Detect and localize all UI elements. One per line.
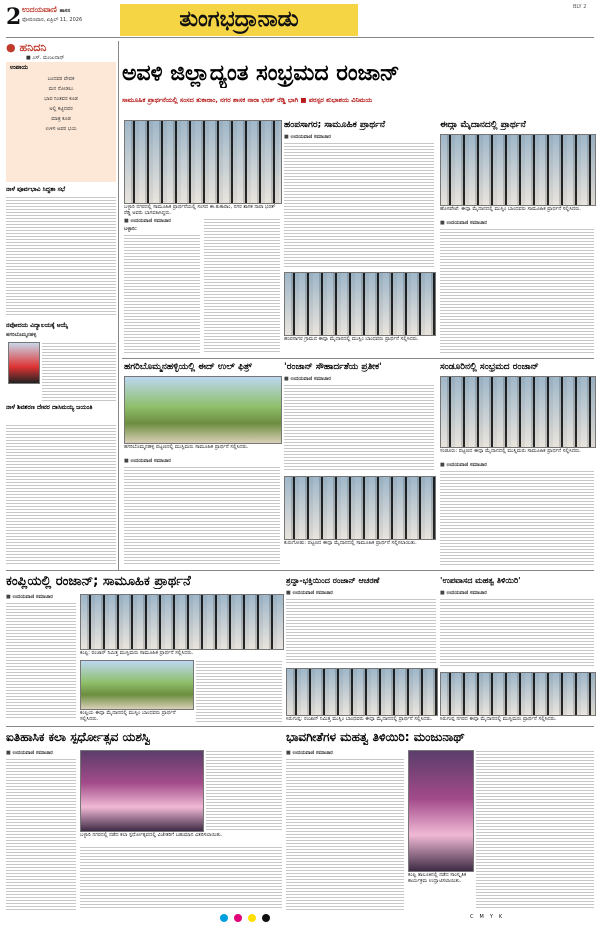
- kala-body: [6, 758, 76, 910]
- magenta-mark: [234, 914, 242, 922]
- poem-line: ಮನ ನೋಡಲು: [48, 86, 74, 92]
- upavasa-caption: ಸಿರುಗುಪ್ಪ ನಗರದ ಈದ್ಗಾ ಮೈದಾನದಲ್ಲಿ ಮುಸ್ಲಿಮರು ಪ್ರಾರ್ಥನೆ ಸಲ್ಲಿಸಿದರು.: [440, 716, 557, 722]
- kala-headline: ಐತಿಹಾಸಿಕ ಕಲಾ ಸ್ಪರ್ಧೋತ್ಸವ ಯಶಸ್ವಿ: [6, 730, 151, 744]
- sandur-body: [440, 470, 594, 566]
- kampli-photo-2: [80, 660, 194, 710]
- sauharda-headline: 'ರಂಜಾನ್ ಸೌಹಾರ್ದತೆಯ ಪ್ರತೀಕ': [284, 362, 382, 372]
- lead-headline: ಅವಳಿ ಜಿಲ್ಲಾದ್ಯಂತ ಸಂಭ್ರಮದ ರಂಜಾನ್: [122, 61, 400, 86]
- poem-title: ಉಪಾಯ: [10, 64, 28, 71]
- kampli-headline: ಕಂಪ್ಲಿಯಲ್ಲಿ ರಂಜಾನ್; ಸಾಮೂಹಿಕ ಪ್ರಾರ್ಥನೆ: [6, 574, 191, 589]
- hampasagara-caption: ಹಂಪಸಾಗರ ಗ್ರಾಮದ ಈದ್ಗಾ ಮೈದಾನದಲ್ಲಿ ಮುಸ್ಲಿಂ ಬಾಂಧವರು ಪ್ರಾರ್ಥನೆ ಸಲ್ಲಿಸಿದರು.: [284, 336, 419, 342]
- poem-line: ಭಾವ ನಿಂತವರ ಕೂಡ: [44, 96, 78, 102]
- hampasagara-body: [284, 142, 434, 268]
- print-registration-marks: [220, 914, 270, 922]
- region-title: ತುಂಗಭದ್ರಾನಾಡು: [179, 7, 299, 32]
- hanidani-label: ಹನಿದನಿ: [19, 41, 47, 54]
- sandur-byline: ■ ಉದಯವಾಣಿ ಸಮಾಚಾರ: [440, 462, 487, 468]
- kala-body-3: [80, 846, 282, 910]
- print-mark-labels: [470, 914, 502, 920]
- bhavageethe-photo: [408, 750, 474, 872]
- lead-photo: [124, 120, 282, 204]
- poem-line: ಬಂದವರ ವೇಷಕ: [47, 76, 75, 82]
- bhavageethe-caption: ಕಂಪ್ಲಿ ತಾಲೂಕಿನಲ್ಲಿ ನಡೆದ ಸಾಂಸ್ಕೃತಿಕ ಕಾರ್ಯಕ್ರಮ ಉದ್ಘಾಟಿಸಲಾಯಿತು.: [408, 872, 467, 884]
- hagari-headline: ಹಗರಿಬೊಮ್ಮನಹಳ್ಳಿಯಲ್ಲಿ ಈದ್ ಉಲ್ ಫಿತ್ರ್: [124, 362, 252, 372]
- sauharda-body: [284, 384, 434, 472]
- sandur-headline: ಸಂಡೂರಿನಲ್ಲಿ ಸಂಭ್ರಮದ ರಂಜಾನ್: [440, 362, 539, 372]
- lead-byline: ■ ಉದಯವಾಣಿ ಸಮಾಚಾರ: [124, 218, 171, 224]
- page-tag: BLY 2: [573, 4, 587, 10]
- region-banner: [120, 4, 358, 36]
- idga-caption: ಹೊಸಪೇಟೆ: ಈದ್ಗಾ ಮೈದಾನದಲ್ಲಿ ಮುಸ್ಲಿಂ ಬಾಂಧವರು ಸಾಮೂಹಿಕ ಪ್ರಾರ್ಥನೆ ಸಲ್ಲಿಸಿದರು.: [440, 206, 581, 212]
- print-mark-label: C: [470, 914, 474, 920]
- kala-caption: ಬಳ್ಳಾರಿ ನಗರದಲ್ಲಿ ನಡೆದ ಕಲಾ ಸ್ಪರ್ಧೋತ್ಸವದಲ್ಲಿ ವಿಜೇತರಿಗೆ ಬಹುಮಾನ ವಿತರಿಸಲಾಯಿತು.: [80, 832, 223, 838]
- idga-byline: ■ ಉದಯವಾಣಿ ಸಮಾಚಾರ: [440, 220, 487, 226]
- hagari-photo: [124, 376, 282, 444]
- sandur-caption: ಸಂಡೂರು: ಪಟ್ಟಣದ ಈದ್ಗಾ ಮೈದಾನದಲ್ಲಿ ಮುಸ್ಲಿಮರು ಸಾಮೂಹಿಕ ಪ್ರಾರ್ಥನೆ ಸಲ್ಲಿಸಿದರು.: [440, 448, 581, 454]
- shraddha-caption: ಸಿರುಗುಪ್ಪ: ರಂಜಾನ್ ನಿಮಿತ್ತ ಮುಸ್ಲಿಂ ಬಾಂಧವರು ಈದ್ಗಾ ಮೈದಾನದಲ್ಲಿ ಪ್ರಾರ್ಥನೆ ಸಲ್ಲಿಸಿದರು.: [286, 716, 433, 722]
- poem-line: ಮಾತ್ರ ಕೂಡ: [51, 116, 71, 122]
- item3-title: ನಾಳೆ ಶಿವಶರಣ ದೇವರ ದಾಸಿಮಯ್ಯ ಜಯಂತಿ: [6, 404, 93, 411]
- lead-body-col2: [204, 218, 280, 354]
- shraddha-photo: [286, 668, 438, 716]
- shraddha-byline: ■ ಉದಯವಾಣಿ ಸಮಾಚಾರ: [286, 590, 333, 596]
- sauharda-photo: [284, 476, 436, 540]
- cyan-mark: [220, 914, 228, 922]
- row-divider: [6, 726, 594, 727]
- column-divider: [118, 41, 119, 571]
- brand-suffix: ಹಾಸನ: [59, 8, 71, 14]
- hampasagara-photo: [284, 272, 436, 336]
- shraddha-body: [286, 598, 436, 664]
- hagari-caption: ಹಗರಿಬೊಮ್ಮನಹಳ್ಳಿ ಪಟ್ಟಣದಲ್ಲಿ ಮುಸ್ಲಿಮರು ಸಾಮೂಹಿಕ ಪ್ರಾರ್ಥನೆ ಸಲ್ಲಿಸಿದರು.: [124, 444, 249, 450]
- sauharda-caption: ಕುರುಗೋಡು: ಪಟ್ಟಣದ ಈದ್ಗಾ ಮೈದಾನದಲ್ಲಿ ಸಾಮೂಹಿಕ ಪ್ರಾರ್ಥನೆ ಸಲ್ಲಿಸಲಾಯಿತು.: [284, 540, 417, 546]
- item1-title: ನಾಳೆ ಪೂರ್ವಭಾವಿ ಸಿದ್ಧತಾ ಸಭೆ: [6, 186, 66, 193]
- kampli-byline: ■ ಉದಯವಾಣಿ ಸಮಾಚಾರ: [6, 594, 53, 600]
- upavasa-photo: [440, 672, 596, 716]
- shraddha-headline: ಶ್ರದ್ಧಾ-ಭಕ್ತಿಯಿಂದ ರಂಜಾನ್ ಆಚರಣೆ: [286, 576, 380, 585]
- item3-body: [6, 424, 116, 566]
- side-column: [6, 41, 116, 61]
- bhavageethe-body: [286, 758, 404, 910]
- sandur-photo: [440, 376, 596, 448]
- hagari-body: [124, 466, 280, 566]
- lead-subheadline: ಸಾಮೂಹಿಕ ಪ್ರಾರ್ಥನೆಯಲ್ಲಿ ಸಂಸದ ತುಕಾರಾಂ, ನಗರ ಶಾಸಕ ನಾರಾ ಭರತ್ ರೆಡ್ಡಿ ಭಾಗಿ ■ ಪರಸ್ಪರ ಶುಭಾಶಯ ವಿನಿಮಯ: [122, 96, 373, 104]
- row-divider: [122, 358, 594, 359]
- kampli-caption-1: ಕಂಪ್ಲಿ: ರಂಜಾನ್ ನಿಮಿತ್ತ ಮುಸ್ಲಿಮರು ಸಾಮೂಹಿಕ ಪ್ರಾರ್ಥನೆ ಸಲ್ಲಿಸಿದರು.: [80, 650, 194, 656]
- kampli-photo-1: [80, 594, 284, 650]
- idga-body: [440, 228, 594, 354]
- hanidani-logo: [6, 41, 116, 55]
- drop-icon: ●: [6, 41, 16, 54]
- poem-line: ಉಳಿಸ ಅವರ ಭಯ: [45, 126, 77, 132]
- hampasagara-headline: ಹಂಪಸಾಗರ; ಸಾಮೂಹಿಕ ಪ್ರಾರ್ಥನೆ: [284, 120, 386, 130]
- item2-title: ನವೋದಯ ವಿದ್ಯಾಲಯಕ್ಕೆ ಆಯ್ಕೆ: [6, 322, 68, 329]
- brand-label: ಉದಯವಾಣಿ: [22, 5, 57, 14]
- bhavageethe-headline: ಭಾವಗೀತೆಗಳ ಮಹತ್ವ ತಿಳಿಯಿರಿ: ಮಂಜುನಾಥ್: [286, 730, 465, 744]
- upavasa-byline: ■ ಉದಯವಾಣಿ ಸಮಾಚಾರ: [440, 590, 487, 596]
- hagari-byline: ■ ಉದಯವಾಣಿ ಸಮಾಚಾರ: [124, 458, 171, 464]
- date-line: ಫೋಷಣವಾರ, ಏಪ್ರಿಲ್ 11, 2026: [22, 17, 83, 23]
- print-mark-label: M: [479, 914, 484, 920]
- lead-caption: ಬಳ್ಳಾರಿ ನಗರದಲ್ಲಿ ಸಾಮೂಹಿಕ ಪ್ರಾರ್ಥನೆಯಲ್ಲಿ ಸಂಸದ ಈ.ತುಕಾರಾಂ, ನಗರ ಶಾಸಕ ನಾರಾ ಭರತ್ ರೆಡ್ಡಿ ಅವರು ಭಾಗವಹಿಸಿದ್ದರು.: [124, 204, 276, 216]
- item2-kicker: ಹಗರಿಬೊಮ್ಮನಹಳ್ಳಿ: [6, 332, 37, 338]
- upavasa-body: [440, 598, 594, 668]
- bhavageethe-body-2: [476, 750, 594, 910]
- yellow-mark: [248, 914, 256, 922]
- page-number: 2: [6, 4, 22, 30]
- poem-box: [6, 62, 116, 182]
- hanidani-author: ■ ಎಸ್. ಮಂಜುನಾಥ್: [26, 55, 65, 61]
- kampli-body-2: [196, 660, 282, 722]
- idga-photo: [440, 134, 596, 206]
- student-photo: [8, 342, 40, 384]
- item1-body: [6, 196, 116, 316]
- bhavageethe-byline: ■ ಉದಯವಾಣಿ ಸಮಾಚಾರ: [286, 750, 333, 756]
- row-divider: [6, 570, 594, 571]
- print-mark-label: Y: [489, 914, 493, 920]
- kala-photo: [80, 750, 204, 832]
- kala-body-2: [206, 750, 282, 830]
- idga-headline: ಈದ್ಗಾ ಮೈದಾನದಲ್ಲಿ ಪ್ರಾರ್ಥನೆ: [440, 120, 526, 130]
- hampasagara-byline: ■ ಉದಯವಾಣಿ ಸಮಾಚಾರ: [284, 134, 331, 140]
- black-mark: [262, 914, 270, 922]
- kala-byline: ■ ಉದಯವಾಣಿ ಸಮಾಚಾರ: [6, 750, 53, 756]
- kampli-body: [6, 602, 76, 720]
- lead-dateline: ಬಳ್ಳಾರಿ:: [124, 226, 137, 232]
- lead-body-col1: [124, 234, 200, 354]
- brand-name: [22, 5, 70, 15]
- item2-body: [42, 342, 116, 402]
- sauharda-byline: ■ ಉದಯವಾಣಿ ಸಮಾಚಾರ: [284, 376, 331, 382]
- print-mark-label: K: [498, 914, 503, 920]
- upavasa-headline: 'ಉಪವಾಸದ ಮಹತ್ವ ತಿಳಿಯಿರಿ': [440, 576, 521, 585]
- masthead-rule: [6, 37, 594, 38]
- poem-line: ಅಲ್ಲಿ ಕಟ್ಟಿದವರ: [49, 106, 73, 112]
- kampli-caption-2: ಕಂಪ್ಲಿಯ ಈದ್ಗಾ ಮೈದಾನದಲ್ಲಿ ಮುಸ್ಲಿಂ ಬಾಂಧವರು ಪ್ರಾರ್ಥನೆ ಸಲ್ಲಿಸಿದರು.: [80, 710, 176, 722]
